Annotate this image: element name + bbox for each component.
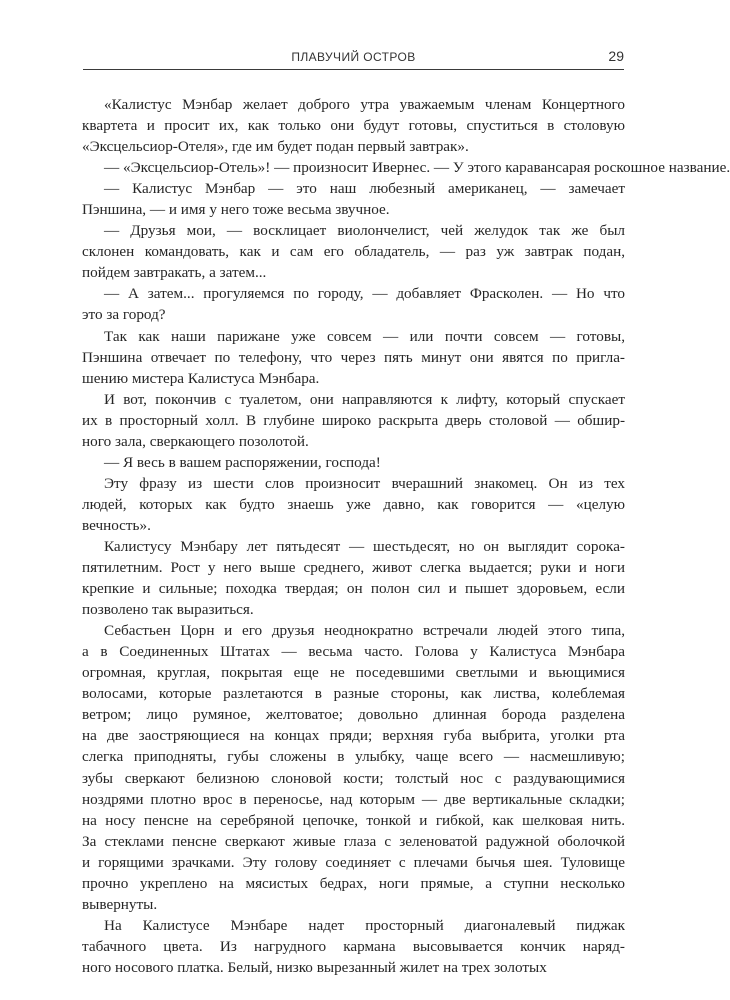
text-line: Калистусу Мэнбару лет пятьдесят — шестьдесят, но он выглядит сорока- [104, 537, 625, 555]
text-line: квартета и просит их, как только они будут готовы, спуститься в столовую [82, 117, 625, 135]
text-line: слегка приподняты, губы сложены в улыбку, чаще всего — насмешливую; [82, 748, 625, 766]
text-line: пойдем завтракать, а затем... [82, 264, 267, 282]
text-line: на носу пенсне на серебряной цепочке, тонкой и гибкой, как шелковая нить. [82, 811, 625, 829]
paragraph [82, 473, 625, 536]
paragraph [82, 157, 730, 178]
text-line: ноздрями плотно врос в переносье, над которым — две вертикальные складки; [82, 790, 625, 808]
text-line: На Калистусе Мэнбаре надет просторный диагоналевый пиджак [104, 916, 625, 934]
paragraph [82, 536, 625, 620]
text-line: Пэншина, — и имя у него тоже весьма звучное. [82, 201, 390, 219]
text-line: крепкие и сильные; походка твердая; он полон сил и пышет здоровьем, если [82, 580, 625, 598]
text-line: Пэншина отвечает по телефону, что через пять минут они явятся по пригла- [82, 348, 625, 366]
text-line: ного зала, сверкающего позолотой. [82, 432, 309, 450]
paragraph [82, 283, 625, 325]
text-line: — «Эксцельсиор-Отель»! — произносит Ивернес. — У этого каравансарая роскошное название. [104, 159, 730, 177]
paragraph [82, 915, 625, 978]
text-line: Эту фразу из шести слов произносит вчерашний знакомец. Он из тех [104, 474, 625, 492]
running-title: ПЛАВУЧИЙ ОСТРОВ [291, 50, 416, 64]
text-line: волосами, которые разлетаются в разные стороны, как листва, колеблемая [82, 685, 625, 703]
paragraph [82, 326, 625, 389]
paragraph [82, 94, 625, 157]
text-line: а в Соединенных Штатах — весьма часто. Голова у Калистуса Мэнбара [82, 643, 625, 661]
paragraph [82, 220, 625, 283]
text-line: — Я весь в вашем распоряжении, господа! [104, 453, 381, 471]
text-line: ветром; лицо румяное, желтоватое; довольно длинная борода разделена [82, 706, 625, 724]
text-line: Себастьен Цорн и его друзья неоднократно встречали людей этого типа, [104, 622, 625, 640]
text-line: склонен командовать, как и сам его обладатель, — раз уж завтрак подан, [82, 243, 625, 261]
text-line: прочно укреплено на мясистых бедрах, ноги прямые, а ступни несколько [82, 874, 625, 892]
text-line: За стеклами пенсне сверкают живые глаза с зеленоватой радужной оболочкой [82, 832, 625, 850]
text-line: и горящими зрачками. Эту голову соединяет с плечами бычья шея. Туловище [82, 853, 625, 871]
text-line: позволено так выразиться. [82, 601, 254, 619]
paragraph [82, 620, 625, 915]
body-text [82, 94, 730, 978]
text-line: «Калистус Мэнбар желает доброго утра уважаемым членам Концертного [104, 96, 625, 113]
text-line: пятилетним. Рост у него выше среднего, живот слегка выдается; руки и ноги [82, 559, 625, 577]
paragraph [82, 178, 625, 220]
text-line: вечность». [82, 516, 151, 534]
text-line: на две заостряющиеся на концах пряди; верхняя губа выбрита, уголки рта [82, 727, 625, 745]
page-number: 29 [608, 48, 624, 64]
text-line: зубы сверкают белизною слоновой кости; толстый нос с раздувающимися [82, 769, 625, 787]
text-line: табачного цвета. Из нагрудного кармана высовывается кончик наряд- [82, 937, 625, 955]
text-line: ного носового платка. Белый, низко вырезанный жилет на трех золотых [82, 958, 547, 976]
text-line: шению мистера Калистуса Мэнбара. [82, 369, 320, 387]
text-line: это за город? [82, 306, 166, 324]
text-line: — Друзья мои, — восклицает виолончелист, чей желудок так же был [104, 222, 625, 240]
running-header [83, 43, 624, 70]
text-line: — А затем... прогуляемся по городу, — добавляет Фрасколен. — Но что [104, 285, 625, 303]
text-line: — Калистус Мэнбар — это наш любезный американец, — замечает [104, 180, 625, 198]
text-line: огромная, круглая, покрытая еще не поседевшими светлыми и вьющимися [82, 664, 625, 682]
paragraph [82, 389, 625, 452]
paragraph [82, 452, 625, 473]
text-line: людей, которых как будто знаешь уже давно, как говорится — «целую [82, 495, 625, 513]
text-line: вывернуты. [82, 895, 158, 913]
text-line: И вот, покончив с туалетом, они направляются к лифту, который спускает [104, 390, 625, 408]
text-line: Так как наши парижане уже совсем — или почти совсем — готовы, [104, 327, 625, 345]
text-line: «Эксцельсиор-Отеля», где им будет подан первый завтрак». [82, 138, 469, 156]
text-line: их в просторный холл. В глубине широко раскрыта дверь столовой — обшир- [82, 411, 625, 429]
